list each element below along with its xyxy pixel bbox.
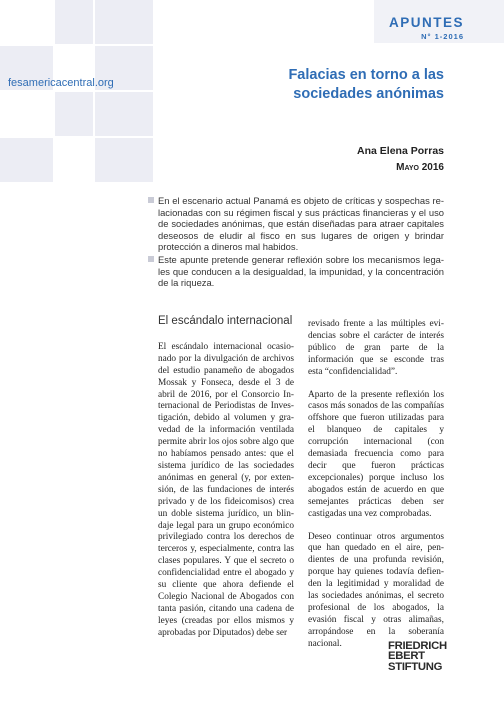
publication-date: Mayo 2016	[396, 162, 444, 173]
title-line-1: Falacias en torno a las	[288, 67, 444, 83]
body-paragraph: Deseo continuar otros argumentos que han quedado en el aire, pendientes de una profunda revisión, porque hay quienes todavía defienden la legitimidad y moralidad de las sociedades anónimas, el secreto profesional de los abogados, la evasión fiscal y otras alimañas, arropándose en la soberanía nacional.	[308, 531, 444, 649]
grid-square	[0, 138, 53, 182]
title-line-2: sociedades anónimas	[293, 86, 444, 102]
grid-square	[95, 0, 153, 44]
issue-number: N° 1-2016	[421, 32, 464, 41]
bullet-square-icon	[148, 197, 154, 203]
fes-logo: FRIEDRICH EBERT STIFTUNG	[388, 640, 447, 673]
author-name: Ana Elena Porras	[357, 145, 444, 157]
section-heading: El escándalo internacional	[158, 315, 293, 327]
right-column	[308, 319, 444, 662]
document-title	[288, 66, 444, 104]
grid-square	[95, 138, 153, 182]
grid-square	[95, 92, 153, 136]
website-link[interactable]: fesamericacentral.org	[8, 77, 114, 89]
intro-paragraph-1: En el escenario actual Panamá es objeto de críticas y sospechas relacionadas con su régimen fiscal y sus prácticas financieras y el uso de sociedades anónimas, que están diseñadas para atraer capitales deseosos de eludir al fisco en sus lugares de origen y brindar protección a dineros mal habidos.	[158, 195, 444, 253]
body-paragraph: revisado frente a las múltiples evidencias sobre el carácter de interés público de gran parte de la información que se esconde tras esta “confidencialidad”.	[308, 319, 444, 377]
grid-square	[55, 92, 93, 136]
intro-paragraph-2: Este apunte pretende generar reflexión sobre los mecanismos legales que conducen a la desigualdad, la impunidad, y la concentración de la riqueza.	[158, 254, 444, 289]
grid-square	[55, 0, 93, 44]
body-paragraph: El escándalo internacional ocasionado por la divulgación de archivos del estudio panameño de abogados Mossak y Fonseca, desde el 3 de abril de 2016, por el Consorcio Internacional de Periodistas de Investigación, debido al volumen y gravedad de la información ventilada permite abrir los ojos sobre algo que no habíamos pensado antes: que el sistema jurídico de las sociedades anónimas en general (y, por extensión, de las fundaciones de interés privado y de los fideicomisos) crea un doble sistema jurídico, un blindaje legal para un grupo económico privilegiado contra los derechos de terceros y, especialmente, contra las clases populares. Y que el secreto o confidencialidad entre el abogado y su cliente que ahora defiende el Colegio Nacional de Abogados con tanta pasión, citando una cadena de leyes (creadas por ellos mismos y aprobadas por Diputados) debe ser	[158, 341, 294, 638]
bullet-square-icon	[148, 256, 154, 262]
body-paragraph: Aparto de la presente reflexión los casos más sonados de las compañías offshore que fueron utilizadas para el blanqueo de capitales y corrupción internacional (con demasiada frecuencia como para decir que fueron prácticas excepcionales) porque incluso los abogados están de acuerdo en que semejantes prácticas deben ser castigadas una vez comprobadas.	[308, 389, 444, 519]
left-column	[158, 316, 294, 651]
series-label: APUNTES	[388, 15, 464, 30]
